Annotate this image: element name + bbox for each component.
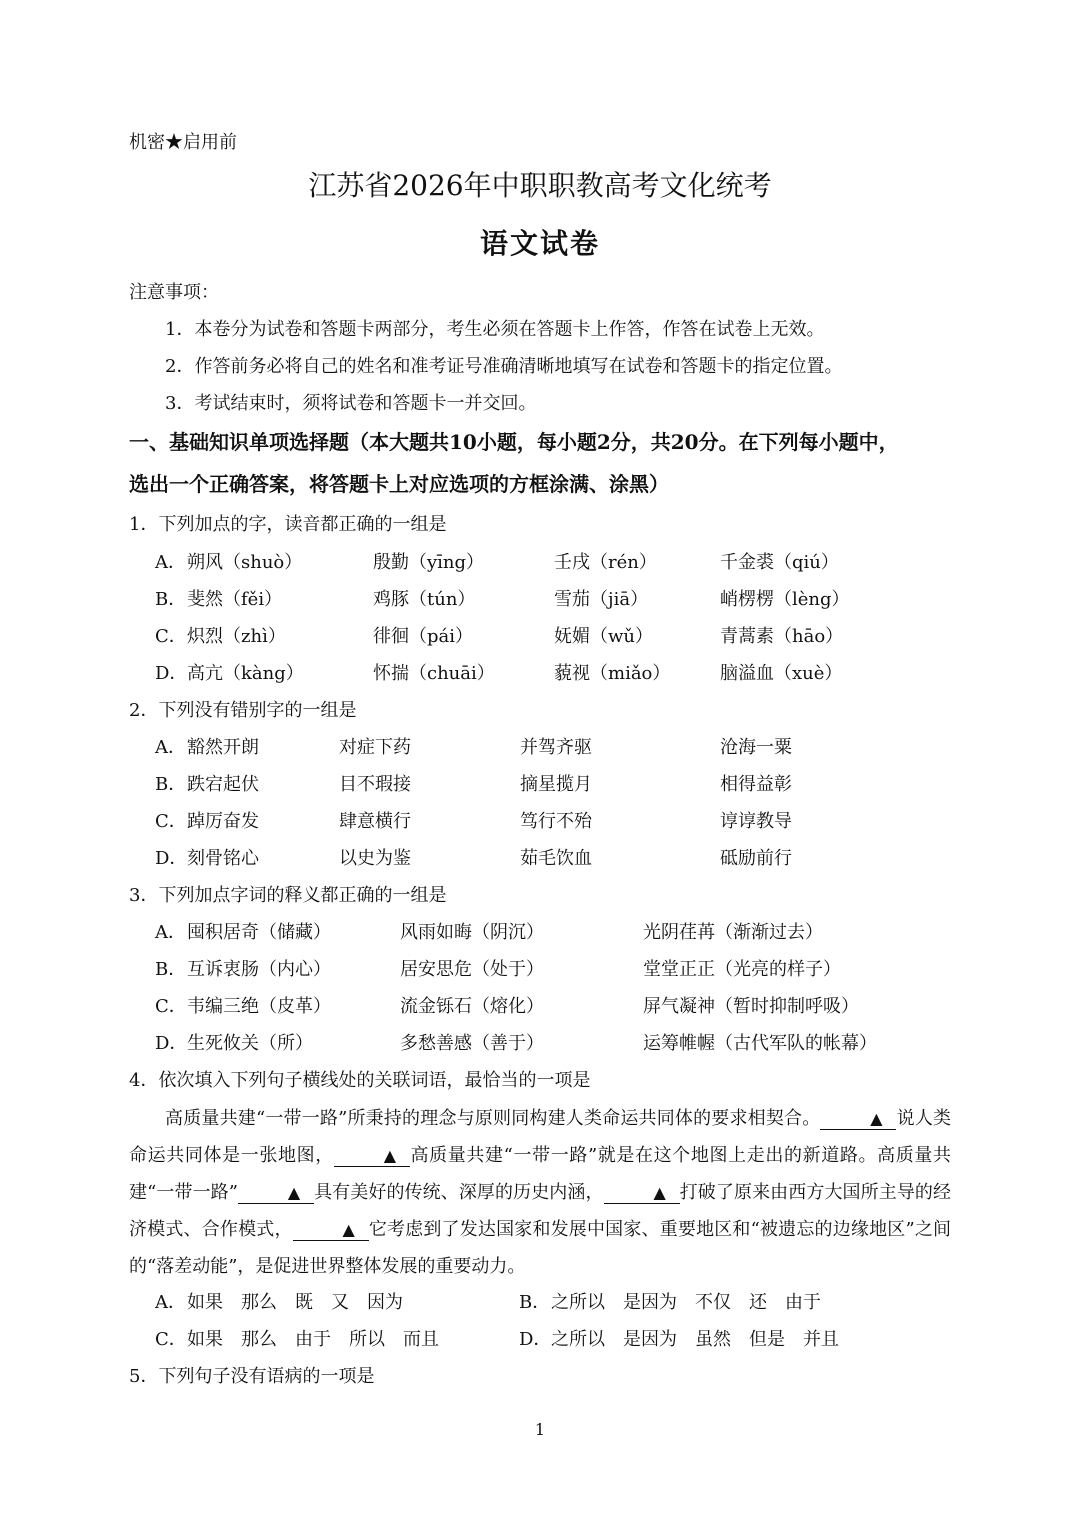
- option-item: 跌宕起伏: [187, 774, 259, 795]
- question-stem: 2．下列没有错别字的一组是: [129, 700, 357, 721]
- exam-subtitle: 语文试卷: [479, 227, 600, 260]
- option-item: 谆谆教导: [720, 811, 792, 832]
- option-label: D．: [155, 663, 188, 684]
- question-stem: 5．下列句子没有语病的一项是: [129, 1366, 375, 1387]
- passage-text: 高质量共建“一带一路”所秉持的理念与原则同构建人类命运共同体的要求相契合。: [165, 1108, 821, 1129]
- section-heading: 一、基础知识单项选择题（本大题共10小题，每小题2分，共20分。在下列每小题中，: [129, 430, 899, 454]
- option-item: 千金裘（qiú）: [720, 552, 839, 573]
- answer-blank: ▲: [604, 1183, 680, 1204]
- option-item: 脑溢血（xuè）: [720, 663, 843, 684]
- option-item: 运筹帷幄（古代军队的帐幕）: [643, 1033, 877, 1054]
- option-item: 之所以 是因为 虽然 但是 并且: [551, 1329, 839, 1350]
- option-item: 光阴荏苒（渐渐过去）: [643, 922, 823, 943]
- passage-text: 高质量共建“一带一路”就是在这个地图上走出的新道路。高质量共建“一带一路”: [129, 1145, 952, 1203]
- option-item: 沧海一粟: [720, 737, 792, 758]
- option-item: 壬戌（rén）: [554, 552, 657, 573]
- option-item: 藐视（miǎo）: [554, 663, 671, 684]
- option-item: 并驾齐驱: [520, 737, 592, 758]
- q4-passage: [129, 1100, 951, 1285]
- option-label: C．: [155, 1329, 187, 1350]
- exam-title: 江苏省2026年中职职教高考文化统考: [308, 169, 772, 202]
- option-item: 摘星揽月: [520, 774, 592, 795]
- option-label: D．: [155, 848, 188, 869]
- option-item: 砥励前行: [720, 848, 792, 869]
- answer-blank: ▲: [238, 1183, 314, 1204]
- section-heading-cont: 选出一个正确答案，将答题卡上对应选项的方框涂满、涂黑）: [129, 472, 669, 496]
- option-item: 踔厉奋发: [187, 811, 259, 832]
- option-label: D．: [155, 1033, 188, 1054]
- confidential-label: 机密★启用前: [129, 132, 237, 153]
- option-item: 韦编三绝（皮革）: [187, 996, 331, 1017]
- option-item: 肆意横行: [339, 811, 411, 832]
- option-label: A．: [155, 922, 186, 943]
- question-stem: 1．下列加点的字，读音都正确的一组是: [129, 514, 447, 535]
- option-item: 流金铄石（熔化）: [400, 996, 544, 1017]
- passage-text: 具有美好的传统、深厚的历史内涵，: [313, 1182, 604, 1203]
- question-stem: 4．依次填入下列句子横线处的关联词语，最恰当的一项是: [129, 1070, 591, 1091]
- notes-label: 注意事项：: [129, 282, 219, 303]
- option-item: 目不瑕接: [339, 774, 411, 795]
- option-label: A．: [155, 552, 186, 573]
- option-label: A．: [155, 1292, 186, 1313]
- option-label: B．: [155, 774, 187, 795]
- option-label: B．: [155, 959, 187, 980]
- passage-text: 它考虑到了发达国家和发展中国家、重要地区和“被遗忘的边缘地区”之间的“落差动能”，是促进世界整体发展的重要动力。: [129, 1219, 952, 1277]
- option-label: B．: [155, 589, 187, 610]
- note-item: 2．作答前务必将自己的姓名和准考证号准确清晰地填写在试卷和答题卡的指定位置。: [165, 356, 843, 377]
- option-label: D．: [519, 1329, 552, 1350]
- note-item: 1．本卷分为试卷和答题卡两部分，考生必须在答题卡上作答，作答在试卷上无效。: [165, 319, 825, 340]
- option-label: C．: [155, 626, 187, 647]
- passage-text: 说人类命运共同体是一张地图，: [129, 1108, 952, 1166]
- option-item: 高亢（kàng）: [187, 663, 304, 684]
- answer-blank: ▲: [334, 1146, 410, 1167]
- option-item: 朔风（shuò）: [187, 552, 303, 573]
- option-item: 雪茄（jiā）: [554, 589, 649, 610]
- option-item: 风雨如晦（阴沉）: [400, 922, 544, 943]
- option-item: 囤积居奇（储藏）: [187, 922, 331, 943]
- option-item: 以史为鉴: [339, 848, 411, 869]
- option-item: 多愁善感（善于）: [400, 1033, 544, 1054]
- option-item: 妩媚（wǔ）: [554, 626, 653, 647]
- option-item: 青蒿素（hāo）: [720, 626, 844, 647]
- answer-blank: ▲: [820, 1109, 896, 1130]
- option-item: 堂堂正正（光亮的样子）: [643, 959, 841, 980]
- option-label: C．: [155, 811, 187, 832]
- option-item: 相得益彰: [720, 774, 792, 795]
- question-stem: 3．下列加点字词的释义都正确的一组是: [129, 885, 447, 906]
- option-item: 如果 那么 既 又 因为: [187, 1292, 403, 1313]
- option-item: 鸡豚（tún）: [373, 589, 476, 610]
- option-item: 茹毛饮血: [520, 848, 592, 869]
- option-item: 互诉衷肠（内心）: [187, 959, 331, 980]
- option-label: A．: [155, 737, 186, 758]
- option-item: 居安思危（处于）: [400, 959, 544, 980]
- passage-text: 打破了原来由西方大国所主导的经济模式、合作模式，: [129, 1182, 952, 1240]
- option-item: 生死攸关（所）: [187, 1033, 313, 1054]
- option-item: 屏气凝神（暂时抑制呼吸）: [643, 996, 859, 1017]
- option-item: 炽烈（zhì）: [187, 626, 286, 647]
- option-item: 如果 那么 由于 所以 而且: [187, 1329, 439, 1350]
- option-item: 对症下药: [339, 737, 411, 758]
- option-item: 斐然（fěi）: [187, 589, 283, 610]
- option-item: 豁然开朗: [187, 737, 259, 758]
- option-item: 之所以 是因为 不仅 还 由于: [551, 1292, 821, 1313]
- option-item: 峭楞楞（lèng）: [720, 589, 850, 610]
- option-label: C．: [155, 996, 187, 1017]
- page-number: 1: [534, 1420, 546, 1439]
- option-item: 徘徊（pái）: [373, 626, 474, 647]
- answer-blank: ▲: [293, 1220, 369, 1241]
- option-item: 刻骨铭心: [187, 848, 259, 869]
- note-item: 3．考试结束时，须将试卷和答题卡一并交回。: [165, 393, 537, 414]
- option-label: B．: [519, 1292, 551, 1313]
- option-item: 笃行不殆: [520, 811, 592, 832]
- option-item: 殷勤（yīng）: [373, 552, 485, 573]
- option-item: 怀揣（chuāi）: [373, 663, 495, 684]
